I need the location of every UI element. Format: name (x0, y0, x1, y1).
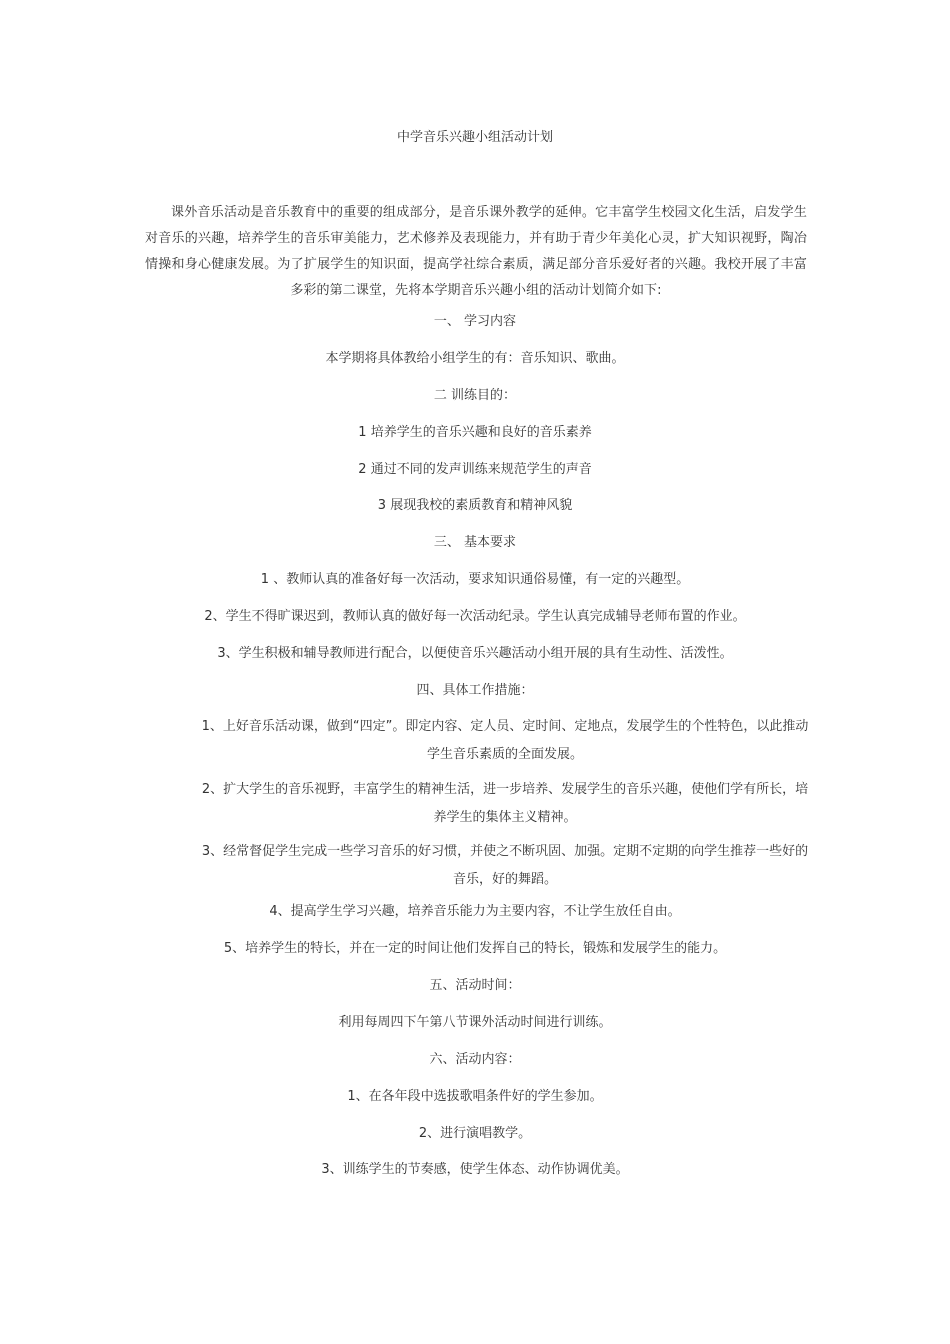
section6-item-3: 3、训练学生的节奏感，使学生体态、动作协调优美。 (321, 1162, 629, 1177)
document-title: 中学音乐兴趣小组活动计划 (396, 130, 553, 145)
section4-item-5: 5、培养学生的特长，并在一定的时间让他们发挥自己的特长，锻炼和发展学生的能力。 (223, 941, 727, 956)
section3-item-2: 2、学生不得旷课迟到，教师认真的做好每一次活动纪录。学生认真完成辅导老师布置的作业。 (204, 609, 746, 624)
section1-heading: 一、 学习内容 (433, 314, 517, 329)
section3-item-3: 3、学生积极和辅导教师进行配合，以便使音乐兴趣活动小组开展的具有生动性、活泼性。 (217, 646, 733, 661)
section6-heading: 六、活动内容： (429, 1052, 521, 1067)
section2-heading: 二 训练目的： (433, 388, 517, 403)
intro-paragraph: 课外音乐活动是音乐教育中的重要的组成部分，是音乐课外教学的延伸。它丰富学生校园文化生活，启发学生对音乐的兴趣，培养学生的音乐审美能力，艺术修养及表现能力，并有助于青少年美化心灵，扩大知识视野，陶冶情操和身心健康发展。为了扩展学生的知识面，提高学社综合素质，满足部分音乐爱好者的兴趣。我校开展了丰富多彩的第二课堂，先将本学期音乐兴趣小组的活动计划简介如下: (145, 205, 807, 298)
section5-heading: 五、活动时间： (429, 978, 521, 993)
section2-item-1: 1 培养学生的音乐兴趣和良好的音乐素养 (358, 425, 592, 440)
section2-item-2: 2 通过不同的发声训练来规范学生的声音 (358, 462, 592, 477)
section4-item-1: 1、上好音乐活动课，做到“四定”。即定内容、定人员、定时间、定地点，发展学生的个性特色，以此推动学生音乐素质的全面发展。 (201, 719, 809, 762)
section1-text: 本学期将具体教给小组学生的有：音乐知识、歌曲。 (325, 351, 625, 366)
section4-heading: 四、具体工作措施： (416, 683, 534, 698)
section5-text: 利用每周四下午第八节课外活动时间进行训练。 (338, 1015, 612, 1030)
section3-item-1: 1 、教师认真的准备好每一次活动，要求知识通俗易懂，有一定的兴趣型。 (260, 572, 690, 587)
section6-item-1: 1、在各年段中选拔歌唱条件好的学生参加。 (347, 1089, 603, 1104)
section4-item-3: 3、经常督促学生完成一些学习音乐的好习惯，并使之不断巩固、加强。定期不定期的向学生推荐一些好的音乐，好的舞蹈。 (201, 844, 809, 887)
section4-item-4: 4、提高学生学习兴趣，培养音乐能力为主要内容，不让学生放任自由。 (269, 904, 681, 919)
section6-item-2: 2、进行演唱教学。 (418, 1126, 532, 1141)
section3-heading: 三、 基本要求 (433, 535, 517, 550)
section4-item-2: 2、扩大学生的音乐视野，丰富学生的精神生活，进一步培养、发展学生的音乐兴趣，使他们学有所长，培养学生的集体主义精神。 (201, 782, 809, 825)
section2-item-3: 3 展现我校的素质教育和精神风貌 (377, 498, 573, 513)
